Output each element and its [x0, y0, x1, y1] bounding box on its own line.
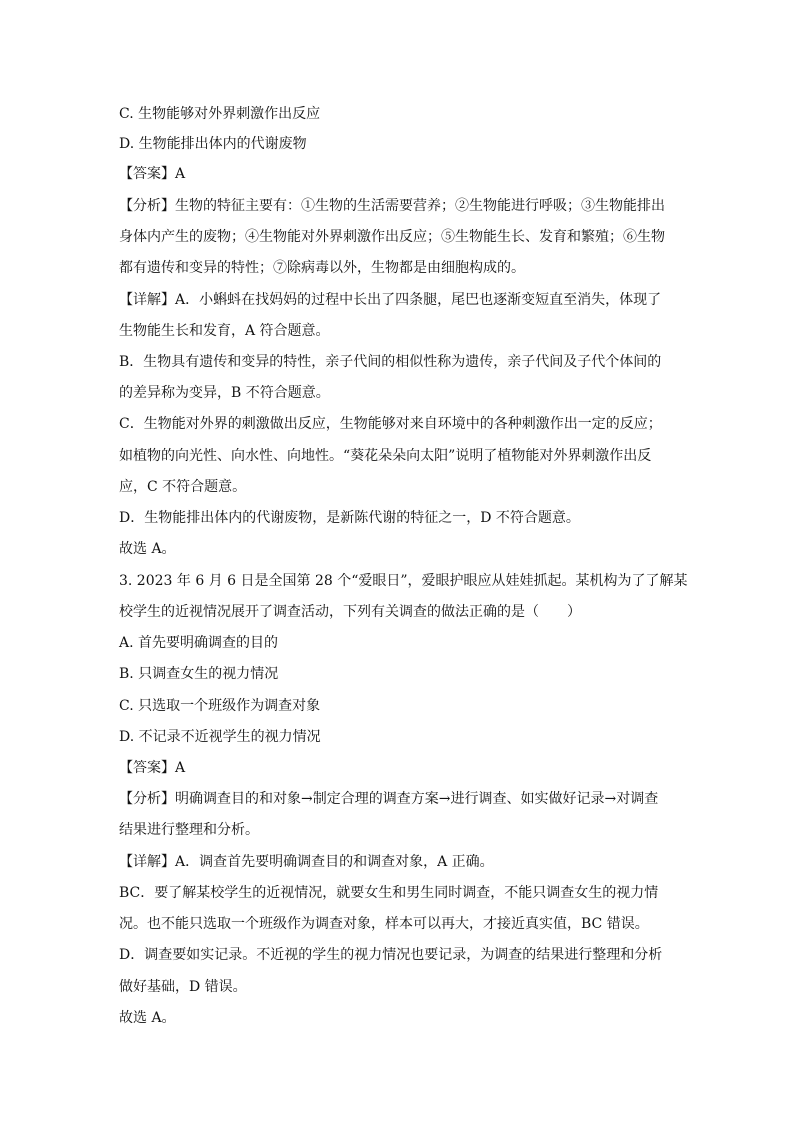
conclusion-line: 故选 A。 [119, 1010, 176, 1026]
explanation-line: 【详解】A．小蝌蚪在找妈妈的过程中长出了四条腿，尾巴也逐渐变短直至消失，体现了 [119, 292, 662, 308]
explanation-line: 生物能生长和发育，A 符合题意。 [119, 323, 330, 339]
explanation-line: 【详解】A．调查首先要明确调查目的和调查对象，A 正确。 [119, 854, 494, 870]
option-a: A. 首先要明确调查的目的 [119, 635, 279, 651]
explanation-line: BC．要了解某校学生的近视情况，就要女生和男生同时调查，不能只调查女生的视力情 [119, 885, 659, 901]
option-d: D. 生物能排出体内的代谢废物 [119, 136, 307, 152]
analysis-line: 身体内产生的废物；④生物能对外界刺激作出反应；⑤生物能生长、发育和繁殖；⑥生物 [119, 229, 665, 245]
analysis-line: 都有遗传和变异的特性；⑦除病毒以外，生物都是由细胞构成的。 [119, 260, 525, 276]
explanation-line: 应，C 不符合题意。 [119, 479, 247, 495]
option-b: B. 只调查女生的视力情况 [119, 666, 279, 682]
explanation-line: D．调查要如实记录。不近视的学生的视力情况也要记录，为调查的结果进行整理和分析 [119, 947, 663, 963]
answer-line: 【答案】A [119, 760, 186, 776]
explanation-line: 况。也不能只选取一个班级作为调查对象，样本可以再大，才接近真实值，BC 错误。 [119, 916, 649, 932]
conclusion-line: 故选 A。 [119, 541, 176, 557]
explanation-line: D．生物能排出体内的代谢废物，是新陈代谢的特征之一，D 不符合题意。 [119, 510, 580, 526]
option-c: C. 只选取一个班级作为调查对象 [119, 698, 321, 714]
explanation-line: 的差异称为变异，B 不符合题意。 [119, 385, 330, 401]
analysis-line: 【分析】生物的特征主要有：①生物的生活需要营养；②生物能进行呼吸；③生物能排出 [119, 198, 665, 214]
analysis-line: 结果进行整理和分析。 [119, 822, 259, 838]
option-d: D. 不记录不近视学生的视力情况 [119, 729, 321, 745]
option-c: C. 生物能够对外界刺激作出反应 [119, 106, 321, 122]
analysis-line: 【分析】明确调查目的和对象→制定合理的调查方案→进行调查、如实做好记录→对调查 [119, 791, 659, 807]
explanation-line: 如植物的向光性、向水性、向地性。“葵花朵朵向太阳”说明了植物能对外界刺激作出反 [119, 448, 652, 464]
explanation-line: B．生物具有遗传和变异的特性，亲子代间的相似性称为遗传，亲子代间及子代个体间的 [119, 354, 662, 370]
question-3-stem: 校学生的近视情况展开了调查活动，下列有关调查的做法正确的是（ ） [119, 604, 581, 620]
question-3-stem: 3. 2023 年 6 月 6 日是全国第 28 个“爱眼日”，爱眼护眼应从娃娃抓起。某机构为了了解某 [119, 573, 688, 589]
explanation-line: C．生物能对外界的刺激做出反应，生物能够对来自环境中的各种刺激作出一定的反应； [119, 416, 662, 432]
explanation-line: 做好基础，D 错误。 [119, 979, 247, 995]
answer-line: 【答案】A [119, 166, 186, 182]
